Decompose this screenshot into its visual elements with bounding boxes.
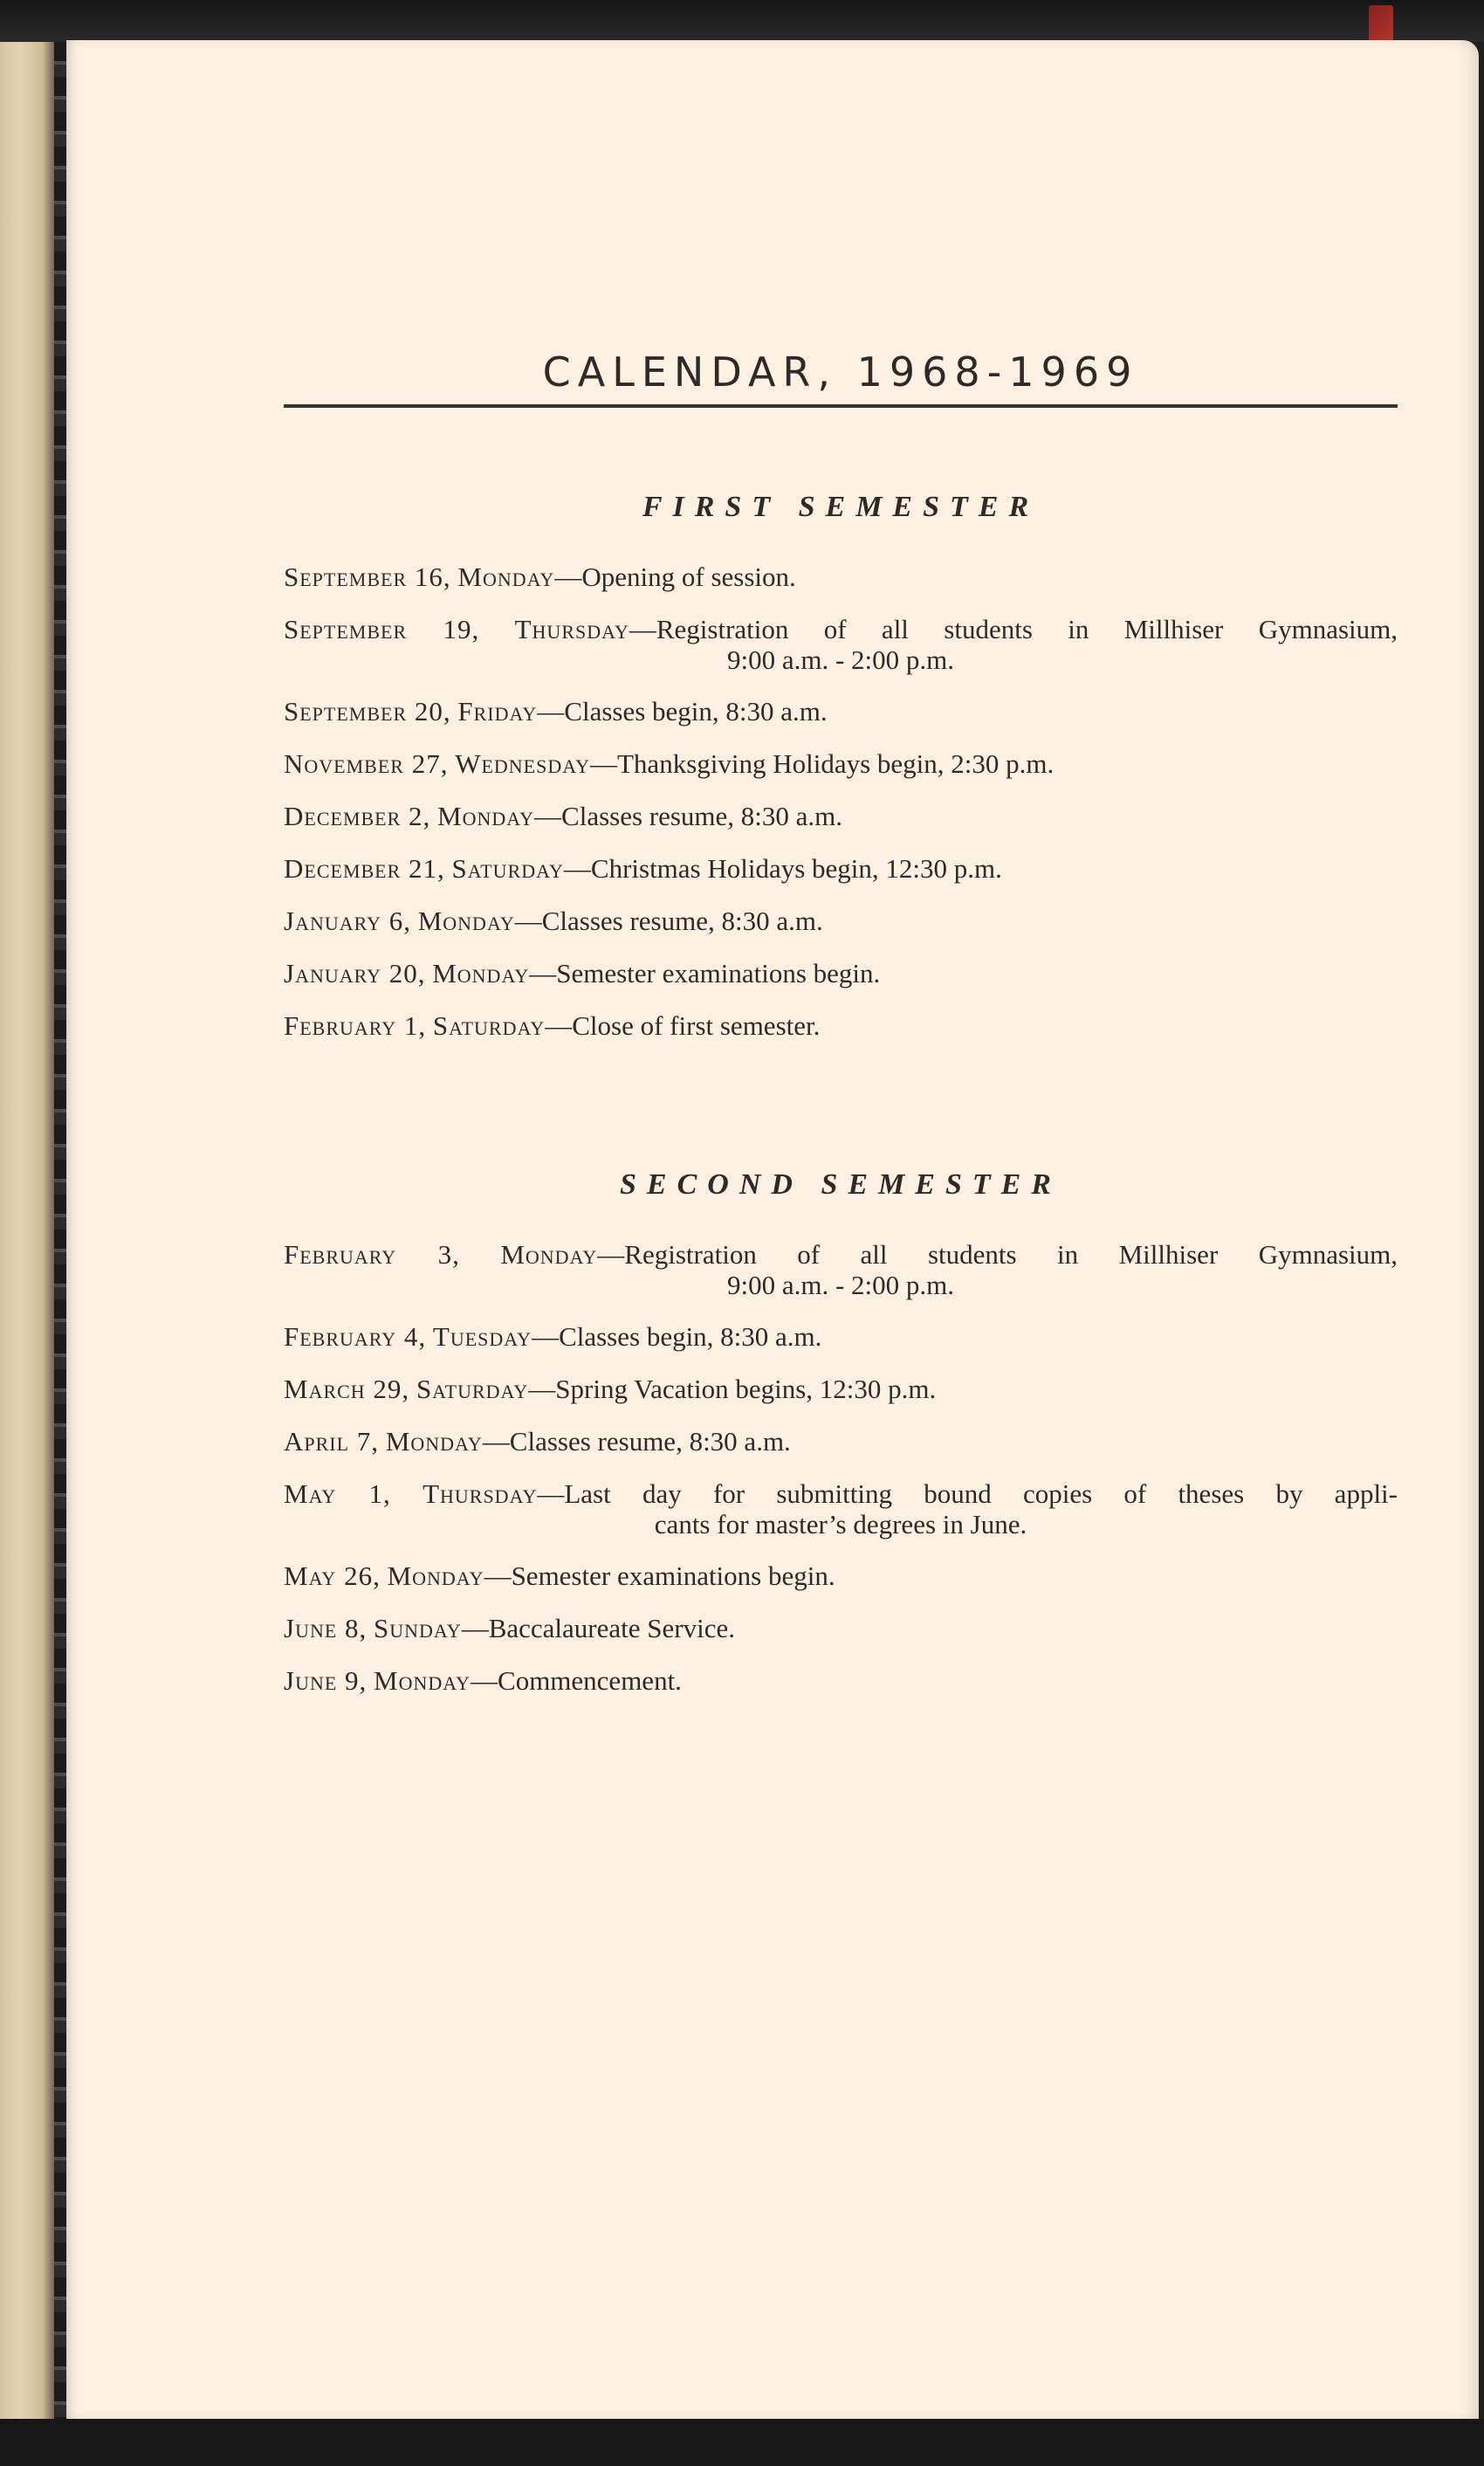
book-cover-bottom-edge [0, 2419, 1484, 2466]
second-semester-entries [284, 1239, 1398, 1697]
entry-day: Thursday [514, 614, 629, 644]
entry-description: —Semester examinations begin. [484, 1560, 835, 1591]
entry-description: —Baccalaureate Service. [461, 1613, 735, 1643]
entry-date: May 1, [284, 1478, 391, 1509]
entry-date: February 3, [284, 1239, 460, 1270]
calendar-entry [284, 853, 1398, 885]
entry-description: —Registration of all students in Millhiser Gymnasium, [629, 614, 1398, 644]
entry-date: November 27, [284, 748, 449, 779]
first-semester-heading: FIRST SEMESTER [642, 491, 1040, 523]
first-semester-entries [284, 561, 1398, 1042]
page-title: CALENDAR, 1968-1969 [542, 348, 1139, 396]
second-semester-heading: SECOND SEMESTER [620, 1168, 1061, 1201]
entry-description: —Classes resume, 8:30 a.m. [514, 906, 823, 936]
entry-date: February 1, [284, 1010, 427, 1041]
entry-date: January 6, [284, 906, 411, 936]
calendar-entry [284, 1665, 1398, 1697]
calendar-entry [284, 1374, 1398, 1405]
entry-day: Monday [432, 958, 530, 988]
entry-description: —Classes resume, 8:30 a.m. [534, 801, 843, 831]
entry-continuation: 9:00 a.m. - 2:00 p.m. [726, 644, 955, 675]
entry-description: —Classes resume, 8:30 a.m. [482, 1426, 791, 1457]
entry-description: —Opening of session. [554, 561, 796, 592]
calendar-entry [284, 561, 1398, 593]
entry-date: September 20, [284, 696, 451, 727]
entry-description: —Classes begin, 8:30 a.m. [537, 696, 828, 727]
entry-description: —Last day for submitting bound copies of theses by appli- [537, 1478, 1398, 1509]
entry-description: —Thanksgiving Holidays begin, 2:30 p.m. [590, 748, 1055, 779]
entry-date: December 2, [284, 801, 431, 831]
entry-date: December 21, [284, 853, 445, 884]
entry-description: —Commencement. [471, 1665, 682, 1696]
calendar-entry [284, 1613, 1398, 1644]
entry-description: —Close of first semester. [545, 1010, 821, 1041]
entry-day: Saturday [451, 853, 564, 884]
entry-description: —Registration of all students in Millhiser Gymnasium, [597, 1239, 1398, 1270]
entry-day: Saturday [416, 1374, 529, 1404]
entry-description: —Semester examinations begin. [529, 958, 881, 988]
calendar-entry [284, 696, 1398, 727]
calendar-entry [284, 1239, 1398, 1300]
entry-day: Monday [417, 906, 515, 936]
page-stack-left-edge [0, 42, 61, 2426]
entry-description: —Spring Vacation begins, 12:30 p.m. [528, 1374, 937, 1404]
entry-date: May 26, [284, 1560, 381, 1591]
entry-date: January 20, [284, 958, 426, 988]
calendar-entry [284, 614, 1398, 675]
calendar-entry [284, 906, 1398, 937]
entry-day: Monday [374, 1665, 471, 1696]
book-cover-top-edge [0, 0, 1484, 42]
entry-day: Monday [437, 801, 535, 831]
entry-description: —Classes begin, 8:30 a.m. [532, 1321, 822, 1352]
calendar-entry [284, 958, 1398, 989]
entry-day: Wednesday [455, 748, 590, 779]
entry-date: March 29, [284, 1374, 410, 1404]
entry-day: Tuesday [432, 1321, 532, 1352]
entry-day: Monday [385, 1426, 483, 1457]
entry-date: June 8, [284, 1613, 368, 1643]
entry-date: April 7, [284, 1426, 380, 1457]
entry-date: February 4, [284, 1321, 427, 1352]
entry-day: Monday [387, 1560, 484, 1591]
calendar-entry [284, 1321, 1398, 1353]
entry-date: September 16, [284, 561, 451, 592]
entry-date: June 9, [284, 1665, 368, 1696]
calendar-entry [284, 1426, 1398, 1457]
calendar-entry [284, 748, 1398, 780]
calendar-entry [284, 1560, 1398, 1592]
calendar-entry [284, 801, 1398, 832]
entry-continuation: cants for master’s degrees in June. [654, 1509, 1027, 1540]
entry-date: September 19, [284, 614, 480, 644]
entry-day: Saturday [432, 1010, 546, 1041]
entry-day: Friday [457, 696, 538, 727]
entry-day: Sunday [374, 1613, 462, 1643]
calendar-content [284, 345, 1398, 1718]
calendar-entry [284, 1478, 1398, 1540]
calendar-entry [284, 1010, 1398, 1042]
entry-day: Monday [457, 561, 555, 592]
entry-day: Monday [500, 1239, 598, 1270]
entry-day: Thursday [423, 1478, 538, 1509]
title-rule [284, 404, 1398, 408]
entry-continuation: 9:00 a.m. - 2:00 p.m. [726, 1270, 955, 1300]
entry-description: —Christmas Holidays begin, 12:30 p.m. [563, 853, 1002, 884]
